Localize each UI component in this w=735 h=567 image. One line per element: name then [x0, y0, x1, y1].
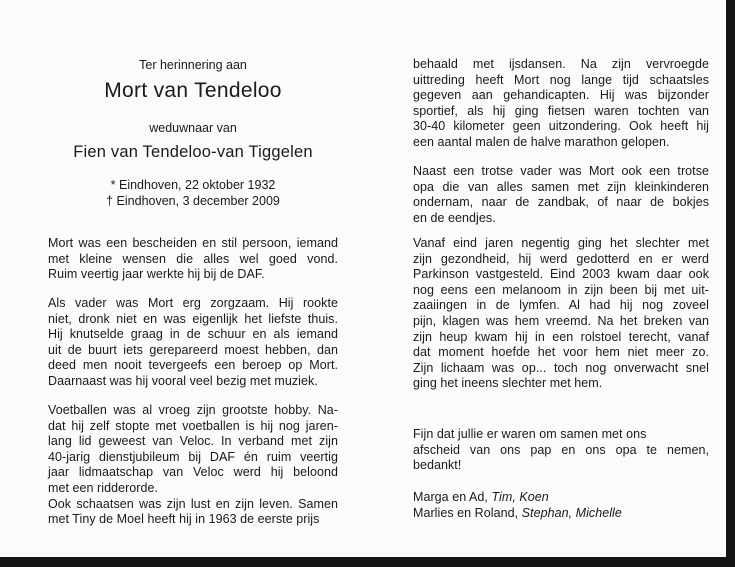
text-line: sportief, als hij ging fietsen waren tochten van	[413, 103, 709, 118]
text-line: Fijn dat jullie er waren om samen met ons	[413, 427, 647, 441]
signature-children: Stephan, Michelle	[521, 505, 622, 520]
text-line: Ruim veertig jaar werkte hij bij de DAF.	[48, 267, 265, 282]
paragraph-skating	[413, 57, 709, 151]
spouse-name: Fien van Tendeloo-van Tiggelen	[73, 143, 313, 161]
text-line: Parkinson vastgesteld. Eind 2003 kwam daar ook	[413, 267, 709, 282]
text-line: zijn gezondheid, hij werd gedotterd en er werd	[413, 251, 709, 266]
text-line: dat moment hoefde het voor hem niet meer zo.	[413, 345, 709, 360]
text-line: en de eendjes.	[413, 210, 496, 225]
text-line: Mort was een bescheiden en stil persoon, iemand	[48, 236, 338, 250]
text-line: Naast een trotse vader was Mort ook een trotse	[413, 164, 709, 178]
paragraph-character	[48, 236, 338, 283]
text-line: Hij knutselde graag in de schuur en als iemand	[48, 327, 338, 342]
signature-parents: Marlies en Roland,	[413, 505, 519, 520]
text-line: uit de buurt iets gerepareerd moest hebben, dan	[48, 342, 338, 357]
text-line: Daarnaast was hij vooral veel bezig met muziek.	[48, 373, 318, 388]
scan-edge-bottom	[0, 557, 735, 567]
text-line: jaar lidmaatschap van Veloc werd hij beloond	[48, 465, 338, 480]
text-line: met een ridderorde.	[48, 480, 159, 495]
text-line: afscheid van ons pap en ons opa te nemen,	[413, 442, 709, 457]
signature-parents: Marga en Ad,	[413, 490, 488, 504]
text-line: Ook schaatsen was zijn lust en zijn leven. Samen	[48, 496, 338, 511]
text-line: ging het ineens slechter met hem.	[413, 376, 603, 391]
paragraph-health	[413, 236, 709, 392]
text-line: Voetballen was al vroeg zijn grootste hobby. Na-	[48, 403, 338, 417]
text-line: Vanaf eind jaren negentig ging het slechter met	[413, 236, 709, 250]
paragraph-grandfather	[413, 164, 709, 226]
text-line: bedankt!	[413, 458, 462, 473]
text-line: zaaiingen in de lymfen. Al had hij nog zoveel	[413, 298, 709, 313]
text-line: ondernam, naar de zandbak, of naar de bokjes	[413, 195, 709, 210]
text-line: uittreding heeft Mort nog lange tijd schaatsles	[413, 72, 709, 87]
text-line: 40-jarig dienstjubileum bij DAF én ruim veertig	[48, 449, 338, 464]
signatures	[413, 490, 709, 521]
paragraph-thanks	[413, 427, 709, 474]
paragraph-father	[48, 296, 338, 390]
text-line: gegeven aan gehandicapten. Hij was bijzonder	[413, 88, 709, 103]
text-line: lang lid geweest van Veloc. In verband met zijn	[48, 434, 338, 449]
text-line: nog eens een melanoom in zijn been bij met uit-	[413, 282, 709, 297]
text-line: met Tiny de Moel heeft hij in 1963 de eerste prijs	[48, 512, 320, 527]
text-line: Als vader was Mort erg zorgzaam. Hij rookte	[48, 296, 338, 310]
signature-line	[413, 506, 709, 522]
signature-children: Tim, Koen	[491, 490, 549, 504]
deceased-name: Mort van Tendeloo	[104, 79, 282, 102]
signature-line	[413, 490, 709, 506]
death-line: † Eindhoven, 3 december 2009	[106, 194, 280, 208]
text-line: Zijn lichaam was op... toch nog onverwacht snel	[413, 360, 709, 375]
text-line: opa die van alles samen met zijn kleinkinderen	[413, 179, 709, 194]
text-line: deed men nooit tevergeefs een beroep op Mort.	[48, 358, 338, 373]
text-line: niet, dronk niet en was eigenlijk het liefste thuis.	[48, 311, 338, 326]
birth-line: * Eindhoven, 22 oktober 1932	[110, 178, 276, 192]
text-line: zijn heup kwam hij in een rolstoel terecht, vanaf	[413, 329, 709, 344]
text-line: een aantal malen de halve marathon gelopen.	[413, 134, 670, 149]
paragraph-sports	[48, 403, 338, 528]
widower-of-text: weduwnaar van	[149, 121, 237, 135]
text-line: behaald met ijsdansen. Na zijn vervroegde	[413, 57, 709, 71]
text-line: dat hij zelf stopte met voetballen is hij nog jaren-	[48, 418, 338, 433]
text-line: met kleine wensen die alles wel goed vond.	[48, 251, 338, 266]
text-line: pijn, klagen was hem vreemd. Na het breken van	[413, 313, 709, 328]
scan-edge-right	[726, 0, 735, 567]
intro-text: Ter herinnering aan	[139, 58, 247, 72]
text-line: 30-40 kilometer geen uitzondering. Ook heeft hij	[413, 119, 709, 134]
